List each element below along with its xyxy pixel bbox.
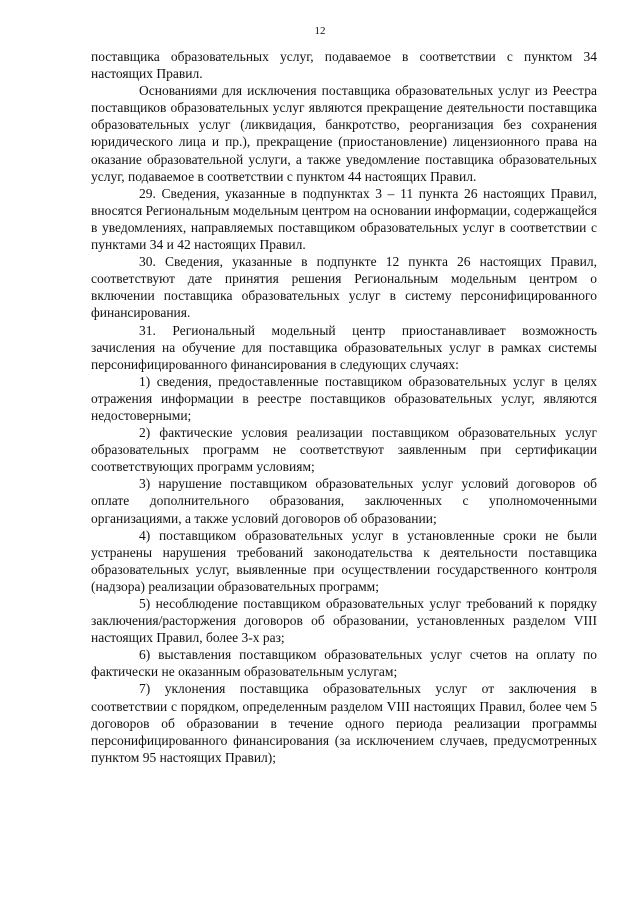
list-item-2: 2) фактические условия реализации поставщиком образовательных услуг образовательных программ не соответствуют заявленным при сертификации соответствующих программ условиям;	[91, 425, 597, 475]
paragraph-exclusion-grounds: Основаниями для исключения поставщика образовательных услуг из Реестра поставщиков образовательных услуг являются прекращение деятельности поставщика образовательных услуг (ликвидация, банкротство, реорганизация без сохранения юридического лица и пр.), прекращение (приостановление) лицензионного права на оказание образовательной услуги, а также уведомление поставщика образовательных услуг, подаваемое в соответствии с пунктом 44 настоящих Правил.	[91, 83, 597, 184]
list-item-3: 3) нарушение поставщиком образовательных услуг условий договоров об оплате дополнительного образования, заключенных с уполномоченными организациями, а также условий договоров об образовании;	[91, 476, 597, 526]
list-item-5: 5) несоблюдение поставщиком образовательных услуг требований к порядку заключения/расторжения договоров об образовании, установленных разделом VIII настоящих Правил, более 3-х раз;	[91, 596, 597, 646]
list-item-7: 7) уклонения поставщика образовательных услуг от заключения в соответствии с порядком, определенным разделом VIII настоящих Правил, более чем 5 договоров об образовании в течение одного периода реализации программы персонифицированного финансирования (за исключением случаев, предусмотренных пунктом 95 настоящих Правил);	[91, 681, 597, 765]
list-item-4: 4) поставщиком образовательных услуг в установленные сроки не были устранены нарушения требований законодательства к деятельности поставщика образовательных услуг, выявленные при осуществлении государственного контроля (надзора) реализации образовательных программ;	[91, 527, 597, 594]
list-item-6: 6) выставления поставщиком образовательных услуг счетов на оплату по фактически не оказанным образовательным услугам;	[91, 647, 597, 680]
paragraph-continuation: поставщика образовательных услуг, подаваемое в соответствии с пунктом 34 настоящих Правил.	[91, 49, 597, 82]
page-number: 12	[314, 25, 326, 37]
page-body	[91, 48, 597, 766]
paragraph-30: 30. Сведения, указанные в подпункте 12 пункта 26 настоящих Правил, соответствуют дате принятия решения Региональным модельным центром о включении поставщика образовательных услуг в систему персонифицированного финансирования.	[91, 254, 597, 321]
paragraph-29: 29. Сведения, указанные в подпунктах 3 – 11 пункта 26 настоящих Правил, вносятся Региональным модельным центром на основании информации, содержащейся в уведомлениях, направляемых поставщиком образовательных услуг в соответствии с пунктами 34 и 42 настоящих Правил.	[91, 185, 597, 253]
paragraph-31: 31. Региональный модельный центр приостанавливает возможность зачисления на обучение для поставщика образовательных услуг в рамках системы персонифицированного финансирования в следующих случаях:	[91, 322, 597, 372]
list-item-1: 1) сведения, предоставленные поставщиком образовательных услуг в целях отражения информации в реестре поставщиков образовательных услуг, являются недостоверными;	[91, 373, 597, 423]
